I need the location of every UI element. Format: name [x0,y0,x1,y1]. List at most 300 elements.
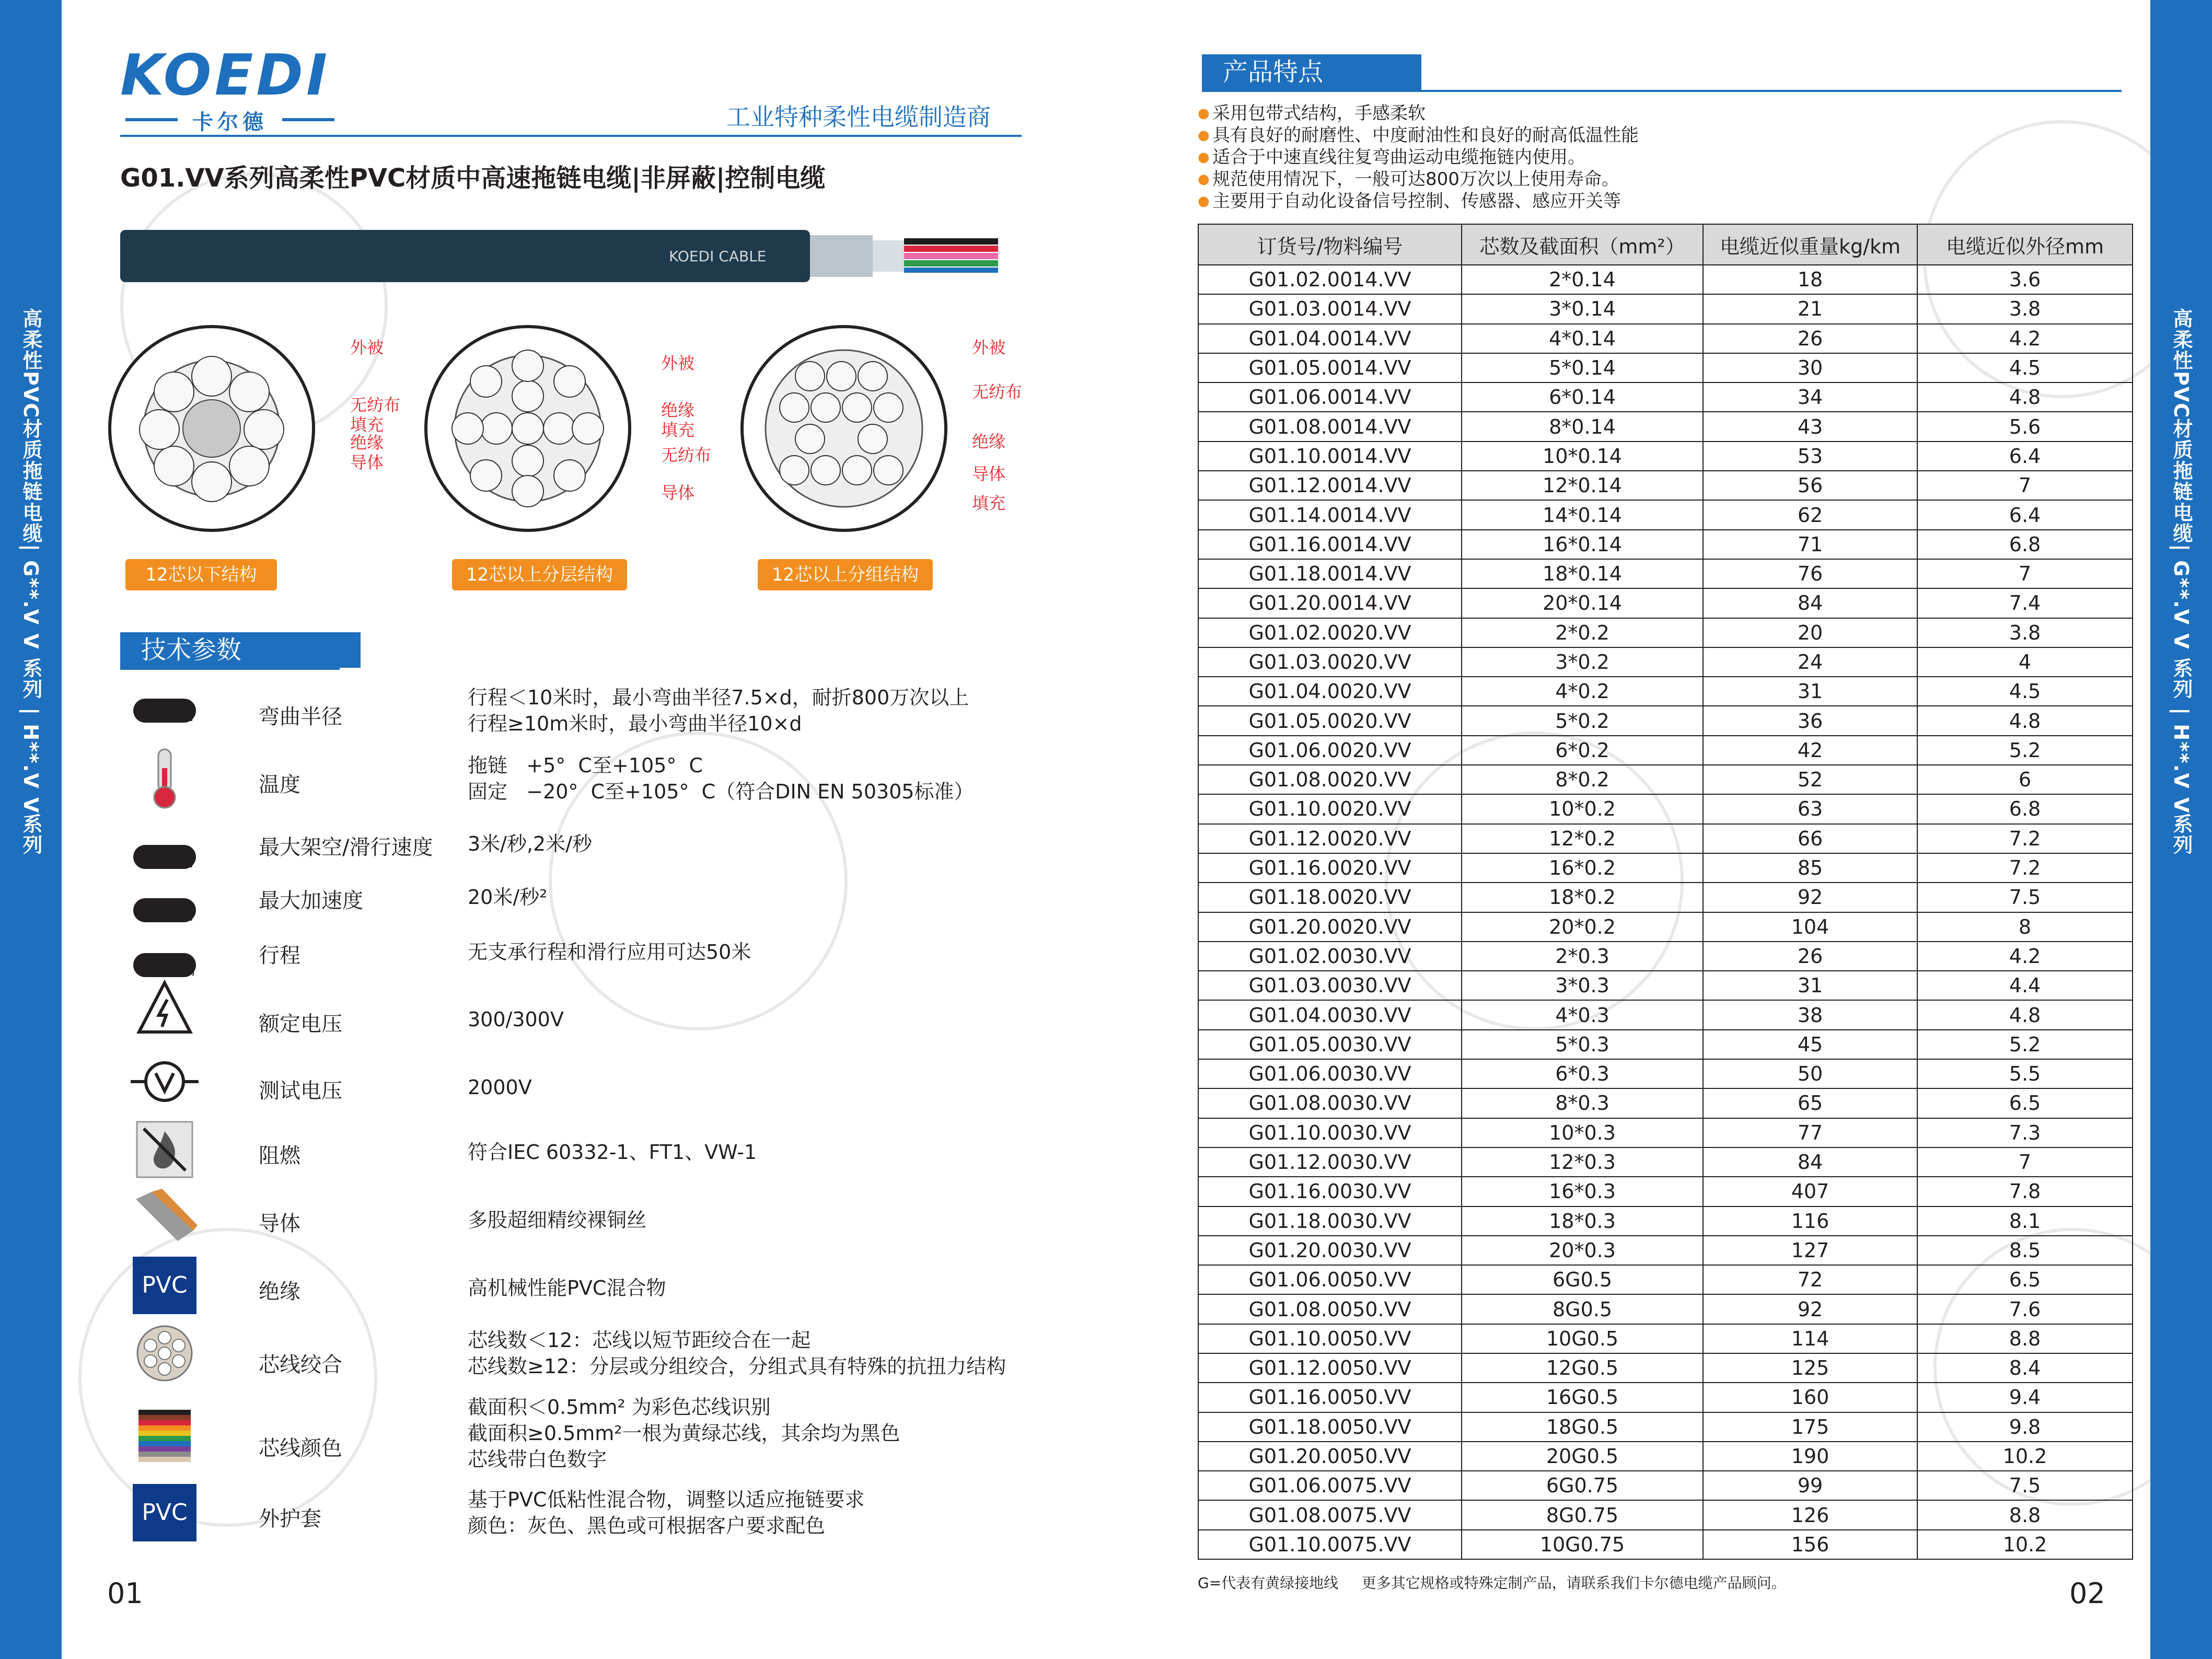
right-side-bar [2150,0,2212,1659]
param-value: 20米/秒² [468,886,548,909]
table-cell: 8*0.14 [1462,412,1703,441]
column-header: 电缆近似重量kg/km [1703,224,1917,265]
param-value: 2000V [468,1076,532,1099]
table-cell: 53 [1703,442,1917,471]
param-name: 芯线绞合 [259,1353,342,1377]
table-row [1198,588,2133,618]
table-row [1198,1294,2133,1324]
test-voltage-icon [131,1055,199,1108]
table-cell: G01.10.0030.VV [1198,1118,1462,1147]
table-cell: 18*0.3 [1462,1206,1703,1236]
table-cell: 16*0.2 [1462,853,1703,883]
table-cell: G01.16.0030.VV [1198,1177,1462,1206]
table-cell: 190 [1703,1442,1917,1471]
table-cell: 116 [1703,1206,1917,1236]
table-cell: 12*0.2 [1462,824,1703,853]
table-cell: 30 [1703,353,1917,382]
table-cell: 42 [1703,736,1917,765]
table-cell: 4.8 [1917,382,2133,412]
table-cell: 9.8 [1917,1412,2133,1442]
conductor-icon [131,1191,199,1244]
feature-item: ● 采用包带式结构，手感柔软 [1198,102,1639,124]
table-cell: 2*0.2 [1462,618,1703,647]
table-cell: G01.18.0030.VV [1198,1206,1462,1236]
flame-retardant-icon [131,1123,199,1176]
table-cell: 20G0.5 [1462,1442,1703,1471]
label-filler: 填充 [350,415,384,435]
table-cell: 10G0.75 [1462,1530,1703,1559]
table-cell: 5*0.3 [1462,1030,1703,1059]
stranding-icon [131,1327,199,1379]
table-row [1198,1412,2133,1442]
table-row [1198,1353,2133,1383]
table-cell: 6*0.14 [1462,382,1703,412]
table-cell: 77 [1703,1118,1917,1147]
page-title: G01.VV系列高柔性PVC材质中高速拖链电缆|非屏蔽|控制电缆 [120,164,826,193]
spec-table [1198,224,2133,1560]
table-cell: 8.5 [1917,1236,2133,1265]
table-cell: 8*0.3 [1462,1088,1703,1118]
label-conductor: 导体 [661,483,695,503]
features-underline [1202,90,2122,92]
label-insulation: 绝缘 [350,433,384,453]
param-value: 行程＜10米时，最小弯曲半径7.5×d，耐折800万次以上 行程≥10m米时，最小弯曲半径10×d [468,686,969,735]
table-cell: G01.10.0075.VV [1198,1530,1462,1559]
table-cell: G01.05.0020.VV [1198,706,1462,735]
table-cell: G01.08.0030.VV [1198,1088,1462,1118]
table-cell: 7 [1917,471,2133,500]
table-cell: 7.5 [1917,883,2133,912]
structure-badge: 12芯以下结构 [125,559,277,590]
table-row [1198,1500,2133,1529]
table-cell: 160 [1703,1383,1917,1412]
table-cell: 6.4 [1917,442,2133,471]
page-number-left: 01 [107,1577,143,1610]
param-value: 高机械性能PVC混合物 [468,1277,666,1300]
table-cell: 3.6 [1917,265,2133,294]
table-cell: G01.16.0020.VV [1198,853,1462,883]
table-cell: G01.06.0030.VV [1198,1059,1462,1088]
table-cell: 72 [1703,1265,1917,1294]
table-cell: 92 [1703,883,1917,912]
table-cell: G01.02.0030.VV [1198,942,1462,971]
table-cell: 7.6 [1917,1294,2133,1324]
table-cell: 407 [1703,1177,1917,1206]
table-cell: G01.16.0014.VV [1198,530,1462,559]
table-cell: G01.08.0020.VV [1198,765,1462,794]
table-cell: 18*0.2 [1462,883,1703,912]
table-cell: 16*0.3 [1462,1177,1703,1206]
table-cell: 5.2 [1917,1030,2133,1059]
header-rule [120,135,1022,137]
feature-item: ● 适合于中速直线往复弯曲运动电缆拖链内使用。 [1198,146,1639,168]
table-cell: G01.10.0050.VV [1198,1324,1462,1353]
param-value: 多股超细精绞裸铜丝 [468,1209,647,1232]
table-row [1198,883,2133,912]
table-cell: 10.2 [1917,1530,2133,1559]
table-row [1198,559,2133,588]
column-header: 芯数及截面积（mm²） [1462,224,1703,265]
table-cell: 18 [1703,265,1917,294]
table-cell: 45 [1703,1030,1917,1059]
table-row [1198,530,2133,559]
side-text-right: 高柔性PVC材质拖链电缆| G**.V V 系列 | H**.V V系列 [2170,308,2193,856]
table-row [1198,1383,2133,1412]
table-cell: 71 [1703,530,1917,559]
param-value: 截面积＜0.5mm² 为彩色芯线识别 截面积≥0.5mm²一根为黄绿芯线，其余均为黑色 芯线带白色数字 [468,1396,900,1471]
table-cell: 63 [1703,794,1917,823]
table-row [1198,1177,2133,1206]
table-cell: 12G0.5 [1462,1353,1703,1383]
table-cell: 26 [1703,324,1917,353]
pvc-icon: PVC [131,1259,199,1312]
table-cell: 5.6 [1917,412,2133,441]
table-row [1198,1442,2133,1471]
drag-chain-icon: [R] [131,685,199,737]
table-cell: G01.20.0020.VV [1198,912,1462,942]
table-cell: 8.1 [1917,1206,2133,1236]
table-row [1198,942,2133,971]
table-cell: G01.12.0020.VV [1198,824,1462,853]
param-name: 外护套 [259,1507,321,1531]
drag-chain-icon: [M] [131,939,199,991]
feature-item: ● 具有良好的耐磨性、中度耐油性和良好的耐高低温性能 [1198,124,1639,146]
table-cell: G01.04.0030.VV [1198,1000,1462,1029]
table-cell: 5*0.14 [1462,353,1703,382]
table-cell: 8.8 [1917,1324,2133,1353]
param-name: 弯曲半径 [259,705,342,729]
table-row [1198,1265,2133,1294]
cable-illustration [120,219,1009,293]
table-cell: G01.18.0020.VV [1198,883,1462,912]
table-cell: G01.02.0020.VV [1198,618,1462,647]
table-cell: 7.5 [1917,1471,2133,1500]
table-cell: 62 [1703,500,1917,529]
table-cell: 3*0.3 [1462,971,1703,1000]
table-cell: G01.16.0050.VV [1198,1383,1462,1412]
table-cell: 14*0.14 [1462,500,1703,529]
table-row [1198,1324,2133,1353]
table-cell: 6.4 [1917,500,2133,529]
logo-rule-right [282,118,334,121]
table-cell: G01.18.0014.VV [1198,559,1462,588]
param-value: 300/300V [468,1008,564,1031]
param-name: 测试电压 [259,1079,342,1103]
label-outer-sheath: 外被 [972,338,1006,357]
table-cell: 6 [1917,765,2133,794]
table-cell: 5.2 [1917,736,2133,765]
table-cell: 20*0.3 [1462,1236,1703,1265]
table-row [1198,471,2133,500]
pvc-icon: PVC [131,1487,199,1539]
table-cell: 6*0.3 [1462,1059,1703,1088]
table-cell: 4.5 [1917,353,2133,382]
feature-item: ● 规范使用情况下，一般可达800万次以上使用寿命。 [1198,168,1639,190]
table-cell: 31 [1703,971,1917,1000]
table-cell: 10G0.5 [1462,1324,1703,1353]
table-cell: 43 [1703,412,1917,441]
footnote: G=代表有黄绿接地线 更多其它规格或特殊定制产品，请联系我们卡尔德电缆产品顾问。 [1198,1574,1786,1592]
table-cell: 175 [1703,1412,1917,1442]
tech-params-underline [120,668,340,670]
param-value: 基于PVC低粘性混合物，调整以适应拖链要求 颜色：灰色、黑色或可根据客户要求配色 [468,1488,865,1537]
table-cell: G01.04.0020.VV [1198,677,1462,706]
table-cell: 31 [1703,677,1917,706]
table-cell: G01.03.0014.VV [1198,294,1462,323]
table-cell: 7.2 [1917,824,2133,853]
param-name: 温度 [259,773,300,797]
table-row [1198,1530,2133,1559]
table-cell: G01.06.0075.VV [1198,1471,1462,1500]
table-cell: 8 [1917,912,2133,942]
table-row [1198,1147,2133,1177]
table-row [1198,382,2133,412]
table-cell: 6.5 [1917,1088,2133,1118]
table-cell: 156 [1703,1530,1917,1559]
table-row [1198,677,2133,706]
thermometer-icon [131,752,199,805]
logo-brand-text: KOEDI [120,43,331,108]
table-cell: 2*0.3 [1462,942,1703,971]
table-cell: 18G0.5 [1462,1412,1703,1442]
param-value: 符合IEC 60332-1、FT1、VW-1 [468,1141,757,1164]
table-cell: G01.08.0050.VV [1198,1294,1462,1324]
table-row [1198,324,2133,353]
table-cell: 52 [1703,765,1917,794]
column-header: 电缆近似外径mm [1917,224,2133,265]
table-cell: 10.2 [1917,1442,2133,1471]
table-row [1198,412,2133,441]
table-cell: G01.20.0014.VV [1198,588,1462,618]
company-tagline: 工业特种柔性电缆制造商 [726,103,991,131]
table-cell: 92 [1703,1294,1917,1324]
param-value: 芯线数＜12：芯线以短节距绞合在一起 芯线数≥12：分层或分组绞合，分组式具有特殊的抗扭力结构 [468,1329,1006,1378]
cable-print-text: KOEDI CABLE [669,248,767,265]
logo-chinese-text: 卡尔德 [192,110,268,134]
table-cell: 4.2 [1917,942,2133,971]
table-row [1198,618,2133,647]
table-row [1198,1088,2133,1118]
table-cell: 20*0.2 [1462,912,1703,942]
table-cell: 6*0.2 [1462,736,1703,765]
table-row [1198,647,2133,677]
table-cell: G01.06.0020.VV [1198,736,1462,765]
label-nonwoven: 无纺布 [661,445,712,465]
table-cell: 3.8 [1917,294,2133,323]
param-name: 阻燃 [259,1144,300,1168]
table-cell: 85 [1703,853,1917,883]
table-cell: 56 [1703,471,1917,500]
table-cell: G01.06.0050.VV [1198,1265,1462,1294]
table-cell: 10*0.2 [1462,794,1703,823]
table-cell: 7.3 [1917,1118,2133,1147]
table-cell: 126 [1703,1500,1917,1529]
voltage-icon [131,982,199,1035]
label-insulation: 绝缘 [972,432,1006,451]
table-cell: 8G0.5 [1462,1294,1703,1324]
table-cell: 34 [1703,382,1917,412]
table-cell: G01.08.0014.VV [1198,412,1462,441]
table-cell: 16*0.14 [1462,530,1703,559]
table-row [1198,1030,2133,1059]
feature-item: ● 主要用于自动化设备信号控制、传感器、感应开关等 [1198,190,1639,212]
table-cell: G01.05.0014.VV [1198,353,1462,382]
table-cell: 4*0.14 [1462,324,1703,353]
left-side-bar [0,0,62,1659]
table-row [1198,353,2133,382]
table-cell: G01.03.0030.VV [1198,971,1462,1000]
label-insulation: 绝缘 [661,400,695,420]
table-cell: 20*0.14 [1462,588,1703,618]
table-cell: 66 [1703,824,1917,853]
param-name: 最大加速度 [259,889,363,913]
table-cell: 8.8 [1917,1500,2133,1529]
table-row [1198,442,2133,471]
param-name: 行程 [259,944,300,968]
table-row [1198,912,2133,942]
table-row [1198,765,2133,794]
table-cell: G01.18.0050.VV [1198,1412,1462,1442]
table-cell: 16G0.5 [1462,1383,1703,1412]
side-text-left: 高柔性PVC材质拖链电缆| G**.V V 系列 | H**.V V系列 [19,308,42,856]
column-header: 订货号/物料编号 [1198,224,1462,265]
table-cell: 2*0.14 [1462,265,1703,294]
table-cell: G01.12.0030.VV [1198,1147,1462,1177]
param-value: 拖链 +5° C至+105° C 固定 −20° C至+105° C（符合DIN EN 50305标准） [468,754,974,803]
param-value: 无支承行程和滑行应用可达50米 [468,941,751,964]
table-cell: G01.12.0050.VV [1198,1353,1462,1383]
param-name: 芯线颜色 [259,1436,342,1460]
table-cell: G01.08.0075.VV [1198,1500,1462,1529]
table-cell: G01.20.0030.VV [1198,1236,1462,1265]
table-body [1198,265,2133,1559]
label-nonwoven: 无纺布 [972,382,1023,402]
drag-chain-icon: [V] [131,831,199,883]
table-cell: 8*0.2 [1462,765,1703,794]
table-row [1198,1059,2133,1088]
table-row [1198,1118,2133,1147]
table-cell: 4 [1917,647,2133,677]
table-cell: 4.8 [1917,1000,2133,1029]
table-row [1198,500,2133,529]
label-conductor: 导体 [350,453,384,472]
table-cell: 12*0.3 [1462,1147,1703,1177]
table-cell: 7.8 [1917,1177,2133,1206]
table-cell: 6.8 [1917,794,2133,823]
table-row [1198,1000,2133,1029]
table-row [1198,1236,2133,1265]
label-filler: 填充 [661,420,695,440]
table-cell: 7.2 [1917,853,2133,883]
table-cell: 125 [1703,1353,1917,1383]
table-row [1198,265,2133,294]
table-cell: 10*0.3 [1462,1118,1703,1147]
page-number-right: 02 [2069,1577,2105,1610]
table-cell: G01.05.0030.VV [1198,1030,1462,1059]
param-name: 最大架空/滑行速度 [259,836,433,860]
label-nonwoven: 无纺布 [350,395,401,415]
param-name: 导体 [259,1212,300,1236]
structure-badge: 12芯以上分层结构 [452,559,627,590]
table-cell: 114 [1703,1324,1917,1353]
table-cell: 10*0.14 [1462,442,1703,471]
structure-under-12 [89,308,423,632]
table-row [1198,706,2133,735]
core-color-icon [131,1410,199,1462]
table-row [1198,794,2133,823]
table-row [1198,824,2133,853]
brand-logo [120,43,340,134]
table-row [1198,1471,2133,1500]
drag-chain-icon: [A] [131,884,199,936]
tech-params-header: 技术参数 [120,632,361,668]
table-cell: 3*0.2 [1462,647,1703,677]
table-cell: 3.8 [1917,618,2133,647]
label-conductor: 导体 [972,464,1006,484]
param-value: 3米/秒,2米/秒 [468,832,593,855]
table-cell: G01.10.0020.VV [1198,794,1462,823]
table-cell: 3*0.14 [1462,294,1703,323]
table-cell: 8.4 [1917,1353,2133,1383]
features-list [1198,102,1639,212]
table-cell: 36 [1703,706,1917,735]
table-cell: 4*0.3 [1462,1000,1703,1029]
table-cell: 99 [1703,1471,1917,1500]
param-name: 额定电压 [259,1012,342,1036]
structure-layered [402,308,737,632]
table-row [1198,736,2133,765]
table-cell: 7 [1917,1147,2133,1177]
structure-badge: 12芯以上分组结构 [758,559,933,590]
table-cell: 4*0.2 [1462,677,1703,706]
table-cell: G01.12.0014.VV [1198,471,1462,500]
table-cell: 6.8 [1917,530,2133,559]
table-cell: 4.8 [1917,706,2133,735]
table-cell: 20 [1703,618,1917,647]
table-cell: 5.5 [1917,1059,2133,1088]
table-cell: G01.02.0014.VV [1198,265,1462,294]
table-cell: 6G0.75 [1462,1471,1703,1500]
table-cell: 5*0.2 [1462,706,1703,735]
table-cell: G01.03.0020.VV [1198,647,1462,677]
label-filler: 填充 [972,493,1006,513]
table-cell: 6.5 [1917,1265,2133,1294]
table-cell: G01.04.0014.VV [1198,324,1462,353]
table-row [1198,1206,2133,1236]
features-header: 产品特点 [1202,54,1421,90]
table-cell: 127 [1703,1236,1917,1265]
table-cell: 84 [1703,1147,1917,1177]
table-cell: 26 [1703,942,1917,971]
table-cell: 7.4 [1917,588,2133,618]
table-cell: G01.06.0014.VV [1198,382,1462,412]
table-cell: 4.5 [1917,677,2133,706]
label-outer-sheath: 外被 [350,338,384,357]
table-cell: 6G0.5 [1462,1265,1703,1294]
table-row [1198,853,2133,883]
param-name: 绝缘 [259,1280,300,1304]
table-cell: 9.4 [1917,1383,2133,1412]
table-cell: G01.20.0050.VV [1198,1442,1462,1471]
table-cell: 84 [1703,588,1917,618]
table-cell: 65 [1703,1088,1917,1118]
table-cell: 21 [1703,294,1917,323]
table-cell: G01.14.0014.VV [1198,500,1462,529]
table-cell: 76 [1703,559,1917,588]
table-cell: 104 [1703,912,1917,942]
table-cell: 18*0.14 [1462,559,1703,588]
table-cell: 38 [1703,1000,1917,1029]
